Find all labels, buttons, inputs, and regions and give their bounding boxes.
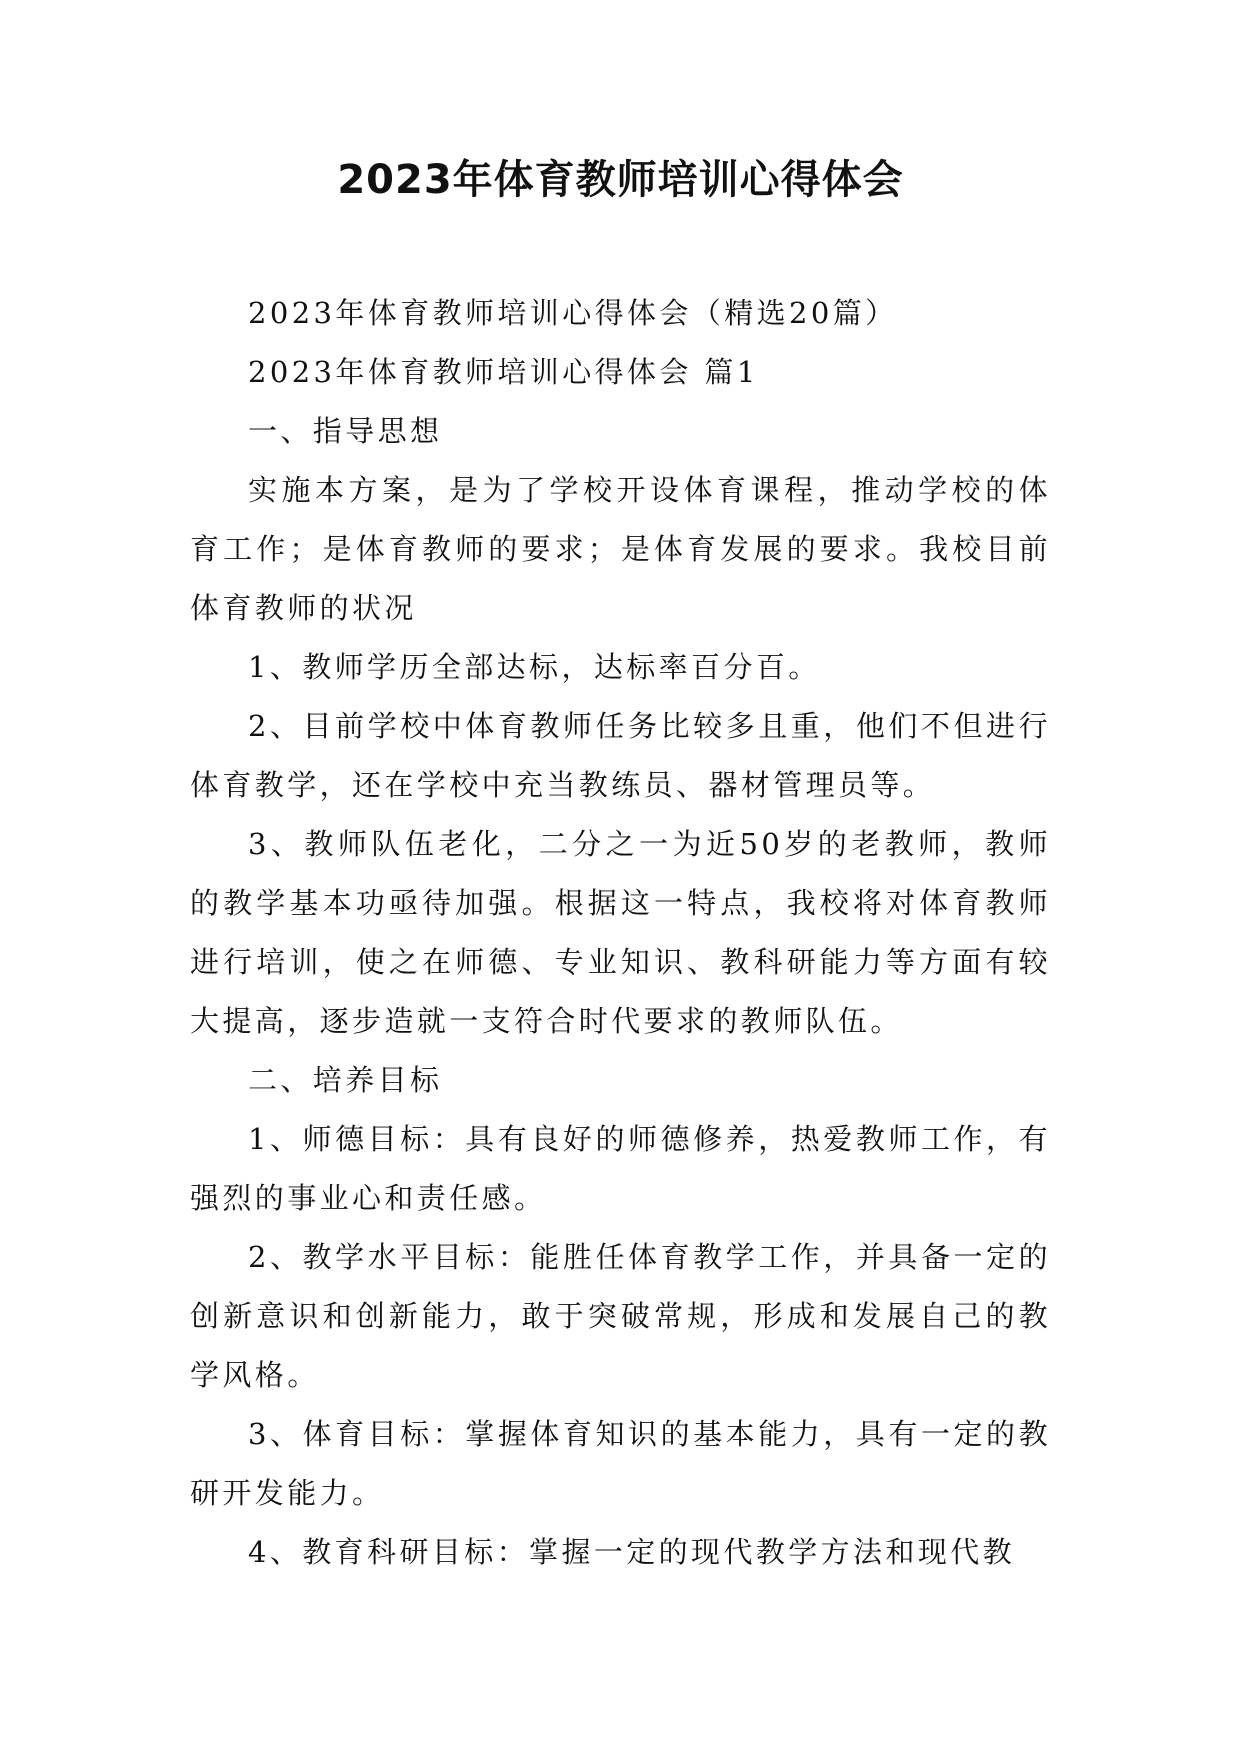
list-item: 1、教师学历全部达标，达标率百分百。 [248, 650, 821, 684]
document-body [190, 284, 1051, 1582]
list-item: 2、目前学校中体育教师任务比较多且重，他们不但进行体育教学，还在学校中充当教练员、器材管理员等。 [190, 709, 1051, 802]
paragraph-section-heading: 2023年体育教师培训心得体会 篇1 [248, 355, 759, 389]
list-item: 4、教育科研目标：掌握一定的现代教学方法和现代教 [248, 1535, 1016, 1569]
list-item: 3、教师队伍老化，二分之一为近50岁的老教师，教师的教学基本功亟待加强。根据这一特点，我校将对体育教师进行培训，使之在师德、专业知识、教科研能力等方面有较大提高，逐步造就一支符合时代要求的教师队伍。 [190, 827, 1051, 1038]
heading-guiding-ideology: 一、指导思想 [248, 414, 443, 448]
heading-training-goals: 二、培养目标 [248, 1063, 443, 1097]
list-item: 2、教学水平目标：能胜任体育教学工作，并具备一定的创新意识和创新能力，敢于突破常规，形成和发展自己的教学风格。 [190, 1240, 1051, 1392]
paragraph: 实施本方案，是为了学校开设体育课程，推动学校的体育工作；是体育教师的要求；是体育发展的要求。我校目前体育教师的状况 [190, 473, 1051, 625]
document-title: 2023年体育教师培训心得体会 [337, 157, 904, 203]
list-item: 1、师德目标：具有良好的师德修养，热爱教师工作，有强烈的事业心和责任感。 [190, 1122, 1051, 1215]
list-item: 3、体育目标：掌握体育知识的基本能力，具有一定的教研开发能力。 [190, 1417, 1051, 1510]
paragraph-subtitle: 2023年体育教师培训心得体会（精选20篇） [248, 296, 898, 330]
